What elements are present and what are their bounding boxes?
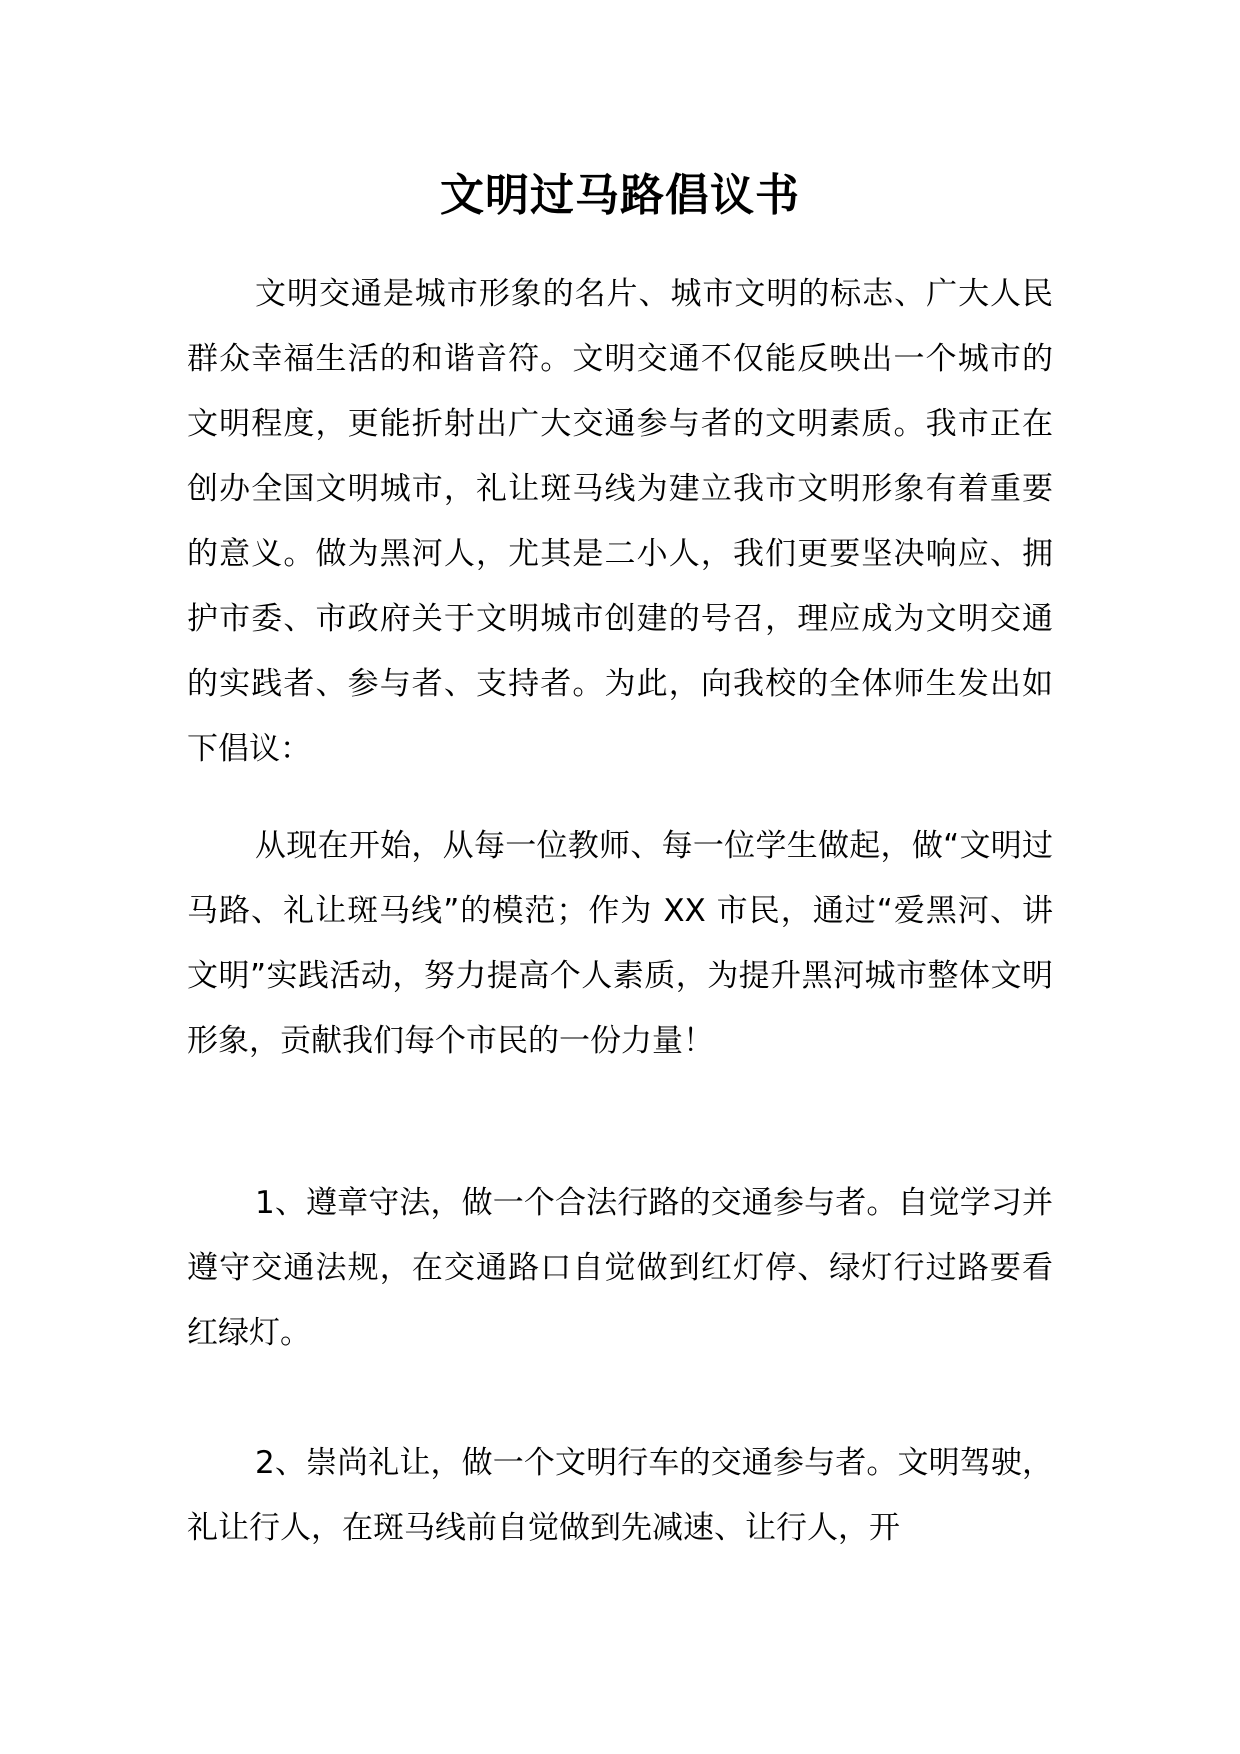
paragraph-item-1: 1、遵章守法，做一个合法行路的交通参与者。自觉学习并遵守交通法规，在交通路口自觉做到红灯停、绿灯行过路要看红绿灯。 (187, 1185, 1053, 1351)
document-title: 文明过马路倡议书 (440, 170, 800, 221)
paragraph-call-to-action: 从现在开始，从每一位教师、每一位学生做起，做“文明过马路、礼让斑马线”的模范；作为 XX 市民，通过“爱黑河、讲文明”实践活动，努力提高个人素质，为提升黑河城市整体文明形象，贡献我们每个市民的一份力量！ (187, 828, 1053, 1059)
paragraph-intro: 文明交通是城市形象的名片、城市文明的标志、广大人民群众幸福生活的和谐音符。文明交通不仅能反映出一个城市的文明程度，更能折射出广大交通参与者的文明素质。我市正在创办全国文明城市，礼让斑马线为建立我市文明形象有着重要的意义。做为黑河人，尤其是二小人，我们更要坚决响应、拥护市委、市政府关于文明城市创建的号召，理应成为文明交通的实践者、参与者、支持者。为此，向我校的全体师生发出如下倡议： (187, 276, 1053, 767)
paragraph-item-2: 2、崇尚礼让，做一个文明行车的交通参与者。文明驾驶，礼让行人，在斑马线前自觉做到先减速、让行人，开 (187, 1445, 1053, 1546)
